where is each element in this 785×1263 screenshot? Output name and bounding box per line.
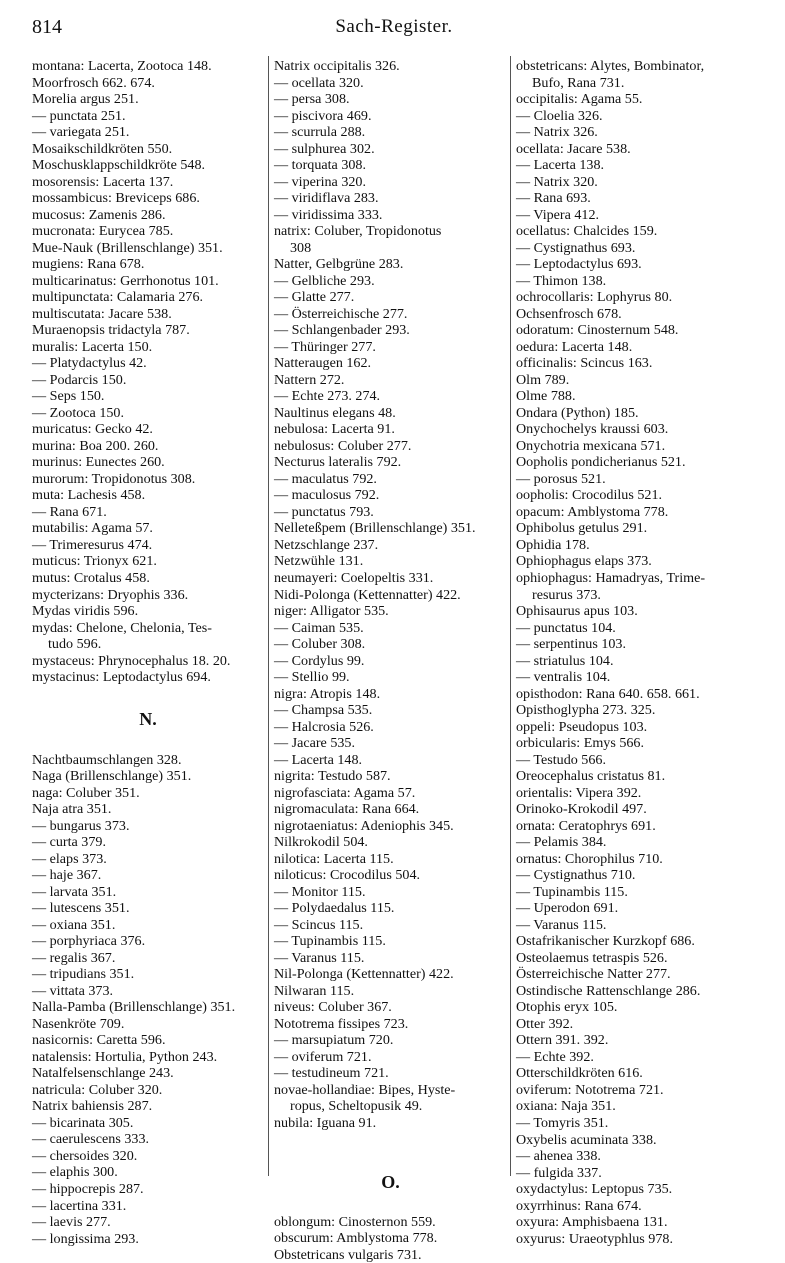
page-number: 814 bbox=[32, 16, 62, 38]
index-entry: murinus: Eunectes 260. bbox=[32, 454, 165, 471]
index-entry: orientalis: Vipera 392. bbox=[516, 784, 642, 801]
index-entry: — variegata 251. bbox=[32, 124, 130, 141]
index-entry: oviferum: Nototrema 721. bbox=[516, 1081, 664, 1098]
index-entry: nebulosus: Coluber 277. bbox=[274, 437, 412, 454]
index-entry: Nil-Polonga (Kettennatter) 422. bbox=[274, 966, 454, 983]
index-entry: — Lacerta 148. bbox=[274, 751, 363, 768]
index-entry: Nalla-Pamba (Brillenschlange) 351. bbox=[32, 999, 236, 1016]
index-entry: Naultinus elegans 48. bbox=[274, 404, 396, 421]
index-entry: — porosus 521. bbox=[516, 470, 606, 487]
index-entry: — Leptodactylus 693. bbox=[516, 256, 642, 273]
entry-list bbox=[32, 752, 264, 1247]
index-entry: — elaphis 300. bbox=[32, 1164, 118, 1181]
index-entry: novae-hollandiae: Bipes, Hyste- bbox=[274, 1081, 456, 1098]
index-entry: ornata: Ceratophrys 691. bbox=[516, 817, 656, 834]
index-entry: Nidi-Polonga (Kettennatter) 422. bbox=[274, 586, 461, 603]
index-entry: ocellatus: Chalcides 159. bbox=[516, 223, 658, 240]
index-entry: Oreocephalus cristatus 81. bbox=[516, 768, 666, 785]
index-entry: Österreichische Natter 277. bbox=[516, 966, 671, 983]
index-entry: — Vipera 412. bbox=[516, 206, 600, 223]
index-entry: — Varanus 115. bbox=[274, 949, 365, 966]
entry-list bbox=[516, 58, 768, 1247]
index-entry: Natter, Gelbgrüne 283. bbox=[274, 256, 404, 273]
index-entry: oopholis: Crocodilus 521. bbox=[516, 487, 663, 504]
index-entry: — Champsa 535. bbox=[274, 702, 373, 719]
index-entry: mystaceus: Phrynocephalus 18. 20. bbox=[32, 652, 231, 669]
index-entry: Nilkrokodil 504. bbox=[274, 834, 368, 851]
index-entry: Nototrema fissipes 723. bbox=[274, 1015, 409, 1032]
index-entry: — curta 379. bbox=[32, 834, 106, 851]
index-entry: — ventralis 104. bbox=[516, 669, 611, 686]
index-entry: — Thüringer 277. bbox=[274, 338, 376, 355]
index-entry: muricatus: Gecko 42. bbox=[32, 421, 153, 438]
index-entry: muta: Lachesis 458. bbox=[32, 487, 146, 504]
index-entry: — viridiflava 283. bbox=[274, 190, 379, 207]
index-entry: — Tupinambis 115. bbox=[516, 883, 628, 900]
index-entry: Moschusklappschildkröte 548. bbox=[32, 157, 206, 174]
index-entry: muticus: Trionyx 621. bbox=[32, 553, 157, 570]
index-entry: — Schlangenbader 293. bbox=[274, 322, 410, 339]
index-entry: — punctata 251. bbox=[32, 107, 126, 124]
index-entry: Nattern 272. bbox=[274, 371, 345, 388]
index-entry: Ophibolus getulus 291. bbox=[516, 520, 648, 537]
index-entry: Ondara (Python) 185. bbox=[516, 404, 639, 421]
index-entry: Morelia argus 251. bbox=[32, 91, 139, 108]
index-entry: mugiens: Rana 678. bbox=[32, 256, 145, 273]
index-entry: occipitalis: Agama 55. bbox=[516, 91, 643, 108]
index-entry: neumayeri: Coelopeltis 331. bbox=[274, 569, 434, 586]
index-entry: Obstetricans vulgaris 731. bbox=[274, 1246, 422, 1263]
index-entry: multipunctata: Calamaria 276. bbox=[32, 289, 204, 306]
entry-list bbox=[274, 1214, 507, 1263]
index-entry: — oviferum 721. bbox=[274, 1048, 372, 1065]
index-entry: — chersoides 320. bbox=[32, 1147, 138, 1164]
index-entry: — bicarinata 305. bbox=[32, 1114, 134, 1131]
index-entry: nigrotaeniatus: Adeniophis 345. bbox=[274, 817, 454, 834]
index-entry: — vittata 373. bbox=[32, 982, 114, 999]
index-entry: multiscutata: Jacare 538. bbox=[32, 305, 172, 322]
index-entry: Muraenopsis tridactyla 787. bbox=[32, 322, 190, 339]
index-entry: — Uperodon 691. bbox=[516, 900, 619, 917]
index-entry: Otterschildkröten 616. bbox=[516, 1065, 643, 1082]
index-entry: Ophidia 178. bbox=[516, 536, 590, 553]
index-entry: — Jacare 535. bbox=[274, 735, 356, 752]
index-entry: — porphyriaca 376. bbox=[32, 933, 146, 950]
index-entry: Olme 788. bbox=[516, 388, 576, 405]
index-entry: — hippocrepis 287. bbox=[32, 1181, 144, 1197]
index-entry: natalensis: Hortulia, Python 243. bbox=[32, 1048, 218, 1065]
index-entry: oxyurus: Uraeotyphlus 978. bbox=[516, 1230, 673, 1247]
index-entry: — Natrix 320. bbox=[516, 173, 598, 190]
index-entry: — Glatte 277. bbox=[274, 289, 355, 306]
index-entry: nasicornis: Caretta 596. bbox=[32, 1032, 166, 1049]
index-entry: — larvata 351. bbox=[32, 883, 117, 900]
index-entry: — Thimon 138. bbox=[516, 272, 607, 289]
index-entry: — Coluber 308. bbox=[274, 636, 366, 653]
index-entry: Olm 789. bbox=[516, 371, 570, 388]
index-entry: — marsupiatum 720. bbox=[274, 1032, 394, 1049]
index-entry: opisthodon: Rana 640. 658. 661. bbox=[516, 685, 700, 702]
index-entry: Ochsenfrosch 678. bbox=[516, 305, 622, 322]
index-entry: — lacertina 331. bbox=[32, 1197, 127, 1214]
index-entry: Bufo, Rana 731. bbox=[532, 74, 625, 91]
index-entry: niger: Alligator 535. bbox=[274, 603, 389, 620]
index-entry: Nachtbaumschlangen 328. bbox=[32, 751, 182, 768]
index-entry: — persa 308. bbox=[274, 91, 350, 108]
index-entry: Ophisaurus apus 103. bbox=[516, 603, 638, 620]
index-entry: Naga (Brillenschlange) 351. bbox=[32, 768, 192, 785]
index-entry: — fulgida 337. bbox=[516, 1164, 602, 1181]
index-entry: Mosaikschildkröten 550. bbox=[32, 140, 173, 157]
index-entry: — punctatus 104. bbox=[516, 619, 616, 636]
index-entry: ochrocollaris: Lophyrus 80. bbox=[516, 289, 673, 306]
index-entry: — striatulus 104. bbox=[516, 652, 614, 669]
running-title: Sach-Register. bbox=[335, 16, 453, 37]
column-divider bbox=[268, 56, 269, 1176]
page-header bbox=[24, 14, 764, 44]
index-entry: — Polydaedalus 115. bbox=[274, 900, 395, 917]
index-entry: oppeli: Pseudopus 103. bbox=[516, 718, 648, 735]
index-entry: Ostafrikanischer Kurzkopf 686. bbox=[516, 933, 695, 950]
index-entry: Ostindische Rattenschlange 286. bbox=[516, 982, 701, 999]
index-entry: nubila: Iguana 91. bbox=[274, 1115, 377, 1131]
index-entry: murorum: Tropidonotus 308. bbox=[32, 470, 196, 487]
index-column-1 bbox=[32, 58, 264, 1247]
index-entry: — Tupinambis 115. bbox=[274, 933, 386, 950]
index-entry: Onychochelys kraussi 603. bbox=[516, 421, 669, 438]
index-entry: — Lacerta 138. bbox=[516, 157, 605, 174]
index-entry: ropus, Scheltopusik 49. bbox=[290, 1098, 423, 1115]
index-entry: — Seps 150. bbox=[32, 388, 105, 405]
index-entry: — tripudians 351. bbox=[32, 966, 135, 983]
index-entry: — Gelbliche 293. bbox=[274, 272, 375, 289]
index-entry: — Trimeresurus 474. bbox=[32, 536, 153, 553]
index-entry: — Caiman 535. bbox=[274, 619, 364, 636]
index-entry: Netzwühle 131. bbox=[274, 553, 364, 570]
index-entry: — testudineum 721. bbox=[274, 1065, 389, 1082]
index-entry: Oxybelis acuminata 338. bbox=[516, 1131, 657, 1148]
index-entry: — Pelamis 384. bbox=[516, 834, 607, 851]
index-entry: nigromaculata: Rana 664. bbox=[274, 801, 420, 818]
index-entry: — oxiana 351. bbox=[32, 916, 116, 933]
index-entry: — elaps 373. bbox=[32, 850, 107, 867]
index-entry: Netzschlange 237. bbox=[274, 536, 379, 553]
index-entry: — Monitor 115. bbox=[274, 883, 366, 900]
index-entry: mydas: Chelone, Chelonia, Tes- bbox=[32, 619, 212, 636]
index-entry: mucronata: Eurycea 785. bbox=[32, 223, 174, 240]
index-entry: mosorensis: Lacerta 137. bbox=[32, 173, 174, 190]
index-entry: — Rana 693. bbox=[516, 190, 591, 207]
index-column-2 bbox=[274, 58, 507, 1263]
index-entry: oedura: Lacerta 148. bbox=[516, 338, 633, 355]
index-entry: — ahenea 338. bbox=[516, 1148, 601, 1165]
index-entry: resurus 373. bbox=[532, 586, 601, 603]
index-entry: Naja atra 351. bbox=[32, 801, 112, 818]
index-entry: Nelleteßpem (Brillenschlange) 351. bbox=[274, 520, 476, 537]
index-entry: Mydas viridis 596. bbox=[32, 603, 139, 620]
index-entry: — Halcrosia 526. bbox=[274, 718, 374, 735]
index-entry: oxyura: Amphisbaena 131. bbox=[516, 1214, 668, 1231]
index-entry: murina: Boa 200. 260. bbox=[32, 437, 159, 454]
index-entry: — Scincus 115. bbox=[274, 916, 364, 933]
index-entry: — regalis 367. bbox=[32, 949, 116, 966]
index-entry: — Podarcis 150. bbox=[32, 371, 127, 388]
section-heading-o: O. bbox=[381, 1171, 400, 1192]
index-entry: orbicularis: Emys 566. bbox=[516, 735, 644, 752]
index-entry: officinalis: Scincus 163. bbox=[516, 355, 653, 372]
index-entry: multicarinatus: Gerrhonotus 101. bbox=[32, 272, 219, 289]
index-entry: Osteolaemus tetraspis 526. bbox=[516, 949, 668, 966]
index-entry: Nilwaran 115. bbox=[274, 982, 355, 999]
index-entry: obscurum: Amblystoma 778. bbox=[274, 1230, 438, 1247]
index-entry: nilotica: Lacerta 115. bbox=[274, 850, 394, 867]
index-entry: — piscivora 469. bbox=[274, 107, 372, 124]
index-entry: — sulphurea 302. bbox=[274, 140, 375, 157]
index-entry: — longissima 293. bbox=[32, 1230, 139, 1247]
index-entry: — Tomyris 351. bbox=[516, 1115, 609, 1131]
index-entry: — Echte 392. bbox=[516, 1048, 594, 1065]
index-entry: — viperina 320. bbox=[274, 173, 366, 190]
index-entry: — Testudo 566. bbox=[516, 751, 606, 768]
index-entry: mutabilis: Agama 57. bbox=[32, 520, 153, 537]
index-entry: — Rana 671. bbox=[32, 503, 107, 520]
section-heading-n: N. bbox=[139, 708, 157, 729]
entry-list bbox=[32, 58, 264, 686]
index-entry: natrix: Coluber, Tropidonotus bbox=[274, 223, 442, 240]
index-entry: — Echte 273. 274. bbox=[274, 388, 381, 405]
index-entry: nigrofasciata: Agama 57. bbox=[274, 784, 416, 801]
index-entry: niloticus: Crocodilus 504. bbox=[274, 867, 421, 884]
index-entry: niveus: Coluber 367. bbox=[274, 999, 392, 1016]
index-entry: — Cordylus 99. bbox=[274, 652, 365, 669]
index-entry: Onychotria mexicana 571. bbox=[516, 437, 666, 454]
index-entry: — Platydactylus 42. bbox=[32, 355, 147, 372]
index-entry: — Varanus 115. bbox=[516, 916, 607, 933]
column-divider bbox=[510, 56, 511, 1176]
index-entry: montana: Lacerta, Zootoca 148. bbox=[32, 58, 212, 74]
index-entry: opacum: Amblystoma 778. bbox=[516, 503, 669, 520]
entry-list bbox=[274, 58, 507, 1132]
index-entry: nebulosa: Lacerta 91. bbox=[274, 421, 395, 438]
index-entry: Natrix occipitalis 326. bbox=[274, 58, 400, 74]
index-entry: oxyrrhinus: Rana 674. bbox=[516, 1197, 642, 1214]
index-entry: Moorfrosch 662. 674. bbox=[32, 74, 155, 91]
index-entry: Mue-Nauk (Brillenschlange) 351. bbox=[32, 239, 223, 256]
index-entry: Natrix bahiensis 287. bbox=[32, 1098, 153, 1115]
index-entry: Otophis eryx 105. bbox=[516, 999, 618, 1016]
index-entry: — Natrix 326. bbox=[516, 124, 598, 141]
index-entry: oblongum: Cinosternon 559. bbox=[274, 1213, 436, 1230]
index-entry: — Zootoca 150. bbox=[32, 404, 124, 421]
index-entry: — maculatus 792. bbox=[274, 470, 377, 487]
index-entry: mutus: Crotalus 458. bbox=[32, 569, 150, 586]
index-entry: — punctatus 793. bbox=[274, 503, 374, 520]
index-entry: nigra: Atropis 148. bbox=[274, 685, 381, 702]
index-entry: — laevis 277. bbox=[32, 1214, 111, 1231]
index-entry: — viridissima 333. bbox=[274, 206, 383, 223]
index-entry: — serpentinus 103. bbox=[516, 636, 626, 653]
index-entry: Nasenkröte 709. bbox=[32, 1015, 125, 1032]
index-entry: nigrita: Testudo 587. bbox=[274, 768, 391, 785]
index-entry: Oopholis pondicherianus 521. bbox=[516, 454, 686, 471]
index-entry: — Cystignathus 710. bbox=[516, 867, 636, 884]
index-entry: naga: Coluber 351. bbox=[32, 784, 140, 801]
index-entry: natricula: Coluber 320. bbox=[32, 1081, 163, 1098]
index-entry: — haje 367. bbox=[32, 867, 102, 884]
index-entry: mycterizans: Dryophis 336. bbox=[32, 586, 189, 603]
index-entry: mystacinus: Leptodactylus 694. bbox=[32, 669, 211, 686]
index-column-3 bbox=[516, 58, 768, 1247]
index-entry: Opisthoglypha 273. 325. bbox=[516, 702, 656, 719]
index-entry: mossambicus: Breviceps 686. bbox=[32, 190, 200, 207]
index-entry: — Cloelia 326. bbox=[516, 107, 603, 124]
index-entry: — Österreichische 277. bbox=[274, 305, 408, 322]
index-entry: Natteraugen 162. bbox=[274, 355, 372, 372]
index-entry: tudo 596. bbox=[48, 636, 102, 653]
index-entry: Ottern 391. 392. bbox=[516, 1032, 609, 1049]
index-entry: oxydactylus: Leptopus 735. bbox=[516, 1181, 673, 1198]
index-entry: — Cystignathus 693. bbox=[516, 239, 636, 256]
index-entry: ocellata: Jacare 538. bbox=[516, 140, 631, 157]
index-entry: 308 bbox=[290, 239, 312, 256]
index-entry: ophiophagus: Hamadryas, Trime- bbox=[516, 569, 706, 586]
index-entry: Ophiophagus elaps 373. bbox=[516, 553, 652, 570]
index-entry: odoratum: Cinosternum 548. bbox=[516, 322, 679, 339]
index-entry: — caerulescens 333. bbox=[32, 1131, 150, 1148]
index-entry: ornatus: Chorophilus 710. bbox=[516, 850, 663, 867]
index-entry: oxiana: Naja 351. bbox=[516, 1098, 616, 1115]
index-entry: obstetricans: Alytes, Bombinator, bbox=[516, 58, 705, 74]
index-entry: mucosus: Zamenis 286. bbox=[32, 206, 166, 223]
index-entry: Natalfelsenschlange 243. bbox=[32, 1065, 174, 1082]
index-entry: — lutescens 351. bbox=[32, 900, 130, 917]
index-entry: Orinoko-Krokodil 497. bbox=[516, 801, 647, 818]
index-entry: — ocellata 320. bbox=[274, 74, 364, 91]
index-entry: Necturus lateralis 792. bbox=[274, 454, 402, 471]
index-entry: — scurrula 288. bbox=[274, 124, 366, 141]
index-entry: — torquata 308. bbox=[274, 157, 366, 174]
index-entry: Otter 392. bbox=[516, 1015, 574, 1032]
index-entry: muralis: Lacerta 150. bbox=[32, 338, 153, 355]
index-entry: — Stellio 99. bbox=[274, 669, 350, 686]
index-entry: — maculosus 792. bbox=[274, 487, 380, 504]
index-entry: — bungarus 373. bbox=[32, 817, 130, 834]
